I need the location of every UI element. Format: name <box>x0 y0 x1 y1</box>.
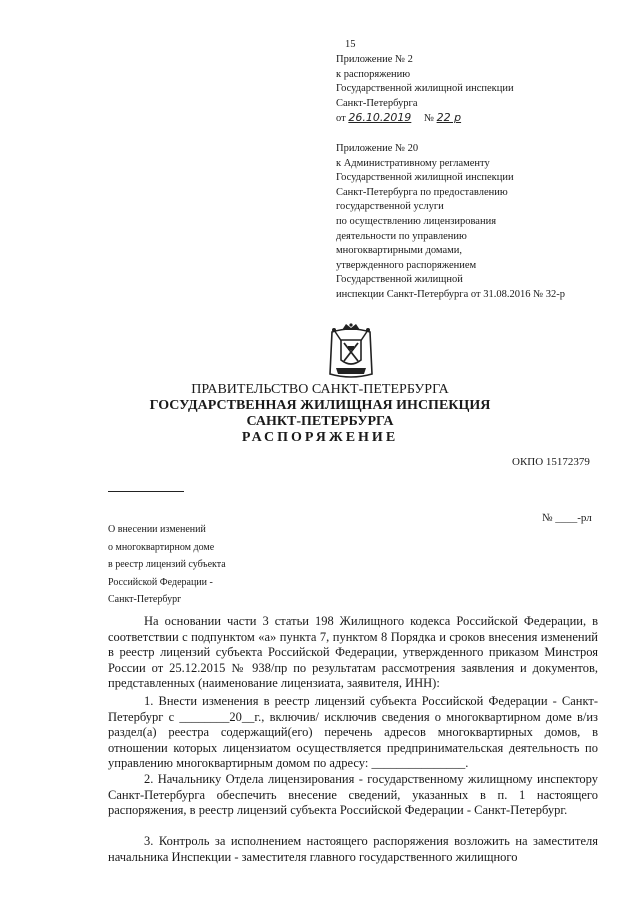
appendix-20-block <box>336 142 565 303</box>
appendix-20-line: Приложение № 20 <box>336 143 419 154</box>
appendix-2-line: к распоряжению <box>336 68 411 80</box>
order-subject <box>108 521 226 609</box>
appendix-20-line: Санкт-Петербурга по предоставлению <box>336 186 508 198</box>
coat-of-arms-icon <box>328 322 374 380</box>
appendix-20-line: государственной услуги <box>336 201 444 213</box>
paragraph-text: 2. Начальнику Отдела лицензирования - государственному жилищному инспектору Санкт-Петербурга обеспечить внесение сведений, указанных в п. 1 настоящего распоряжения, в реестр лицензий субъекта Российской Федерации - Санкт-Петербург. <box>108 772 598 818</box>
header-city: САНКТ-ПЕТЕРБУРГА <box>246 414 394 429</box>
date-prefix: от <box>336 113 346 125</box>
appendix-2-line: Приложение № 2 <box>336 54 413 65</box>
appendix-20-line: многоквартирными домами, <box>336 245 463 257</box>
appendix-20-line: по осуществлению лицензирования <box>336 215 497 227</box>
appendix-2-block <box>336 53 514 127</box>
appendix-20-line: Государственной жилищной инспекции <box>336 172 514 184</box>
appendix-2-line: Государственной жилищной инспекции <box>336 83 514 95</box>
appendix-20-line: к Административному регламенту <box>336 157 490 169</box>
order-paragraph-1 <box>108 614 598 692</box>
appendix-20-line: утвержденного распоряжением <box>336 259 477 271</box>
document-type-title: РАСПОРЯЖЕНИЕ <box>241 430 399 445</box>
number-prefix: № <box>423 113 434 125</box>
header-government: ПРАВИТЕЛЬСТВО САНКТ-ПЕТЕРБУРГА <box>191 382 449 397</box>
subject-line: Российской Федерации - <box>108 576 213 588</box>
order-number: № ____-рл <box>542 512 592 524</box>
appendix-20-line: Государственной жилищной <box>336 274 463 286</box>
subject-line: в реестр лицензий субъекта <box>108 559 226 570</box>
appendix-20-line: инспекции Санкт-Петербурга от 31.08.2016 № 32-р <box>336 288 565 300</box>
paragraph-text: 3. Контроль за исполнением настоящего распоряжения возложить на заместителя начальника Инспекции - заместителя главного государственного жилищного <box>108 834 598 864</box>
appendix-2-line: Санкт-Петербурга <box>336 97 418 109</box>
order-paragraph-3 <box>108 772 598 819</box>
subject-line: о многоквартирном доме <box>108 541 215 553</box>
subject-line: О внесении изменений <box>108 524 206 535</box>
order-paragraph-4 <box>108 834 598 865</box>
order-paragraph-2 <box>108 694 598 772</box>
paragraph-text: На основании части 3 статьи 198 Жилищного кодекса Российской Федерации, в соответствии с подпунктом «а» пункта 7, пунктом 8 Порядка и сроков внесения изменений в реестр лицензий субъекта Российской Федерации, утвержденного приказом Минстроя России от 25.12.2015 № 938/пр по результатам рассмотрения заявления и документов, представленных (наименование лицензиата, заявителя, ИНН): <box>108 614 598 691</box>
page-number: 15 <box>345 39 356 50</box>
header-inspection: ГОСУДАРСТВЕННАЯ ЖИЛИЩНАЯ ИНСПЕКЦИЯ <box>149 398 491 413</box>
okpo-code: ОКПО 15172379 <box>512 456 590 468</box>
handwritten-number: 22 р <box>436 111 462 125</box>
subject-line: Санкт-Петербург <box>108 594 182 605</box>
date-blank-line <box>108 491 184 492</box>
paragraph-text: 1. Внести изменения в реестр лицензий субъекта Российской Федерации - Санкт-Петербург с ________20__г., включив/ исключив сведения о многоквартирном доме в/из раздел(а) реестра содержащий(его) перечень адресов многоквартирных домов, в отношении которых лицензиатом осуществляется предпринимательская деятельность по управлению многоквартирным домом по адресу: _______________. <box>108 694 598 771</box>
handwritten-date: 26.10.2019 <box>348 111 412 125</box>
appendix-2-date-line <box>336 111 514 127</box>
appendix-20-line: деятельности по управлению <box>336 230 467 242</box>
